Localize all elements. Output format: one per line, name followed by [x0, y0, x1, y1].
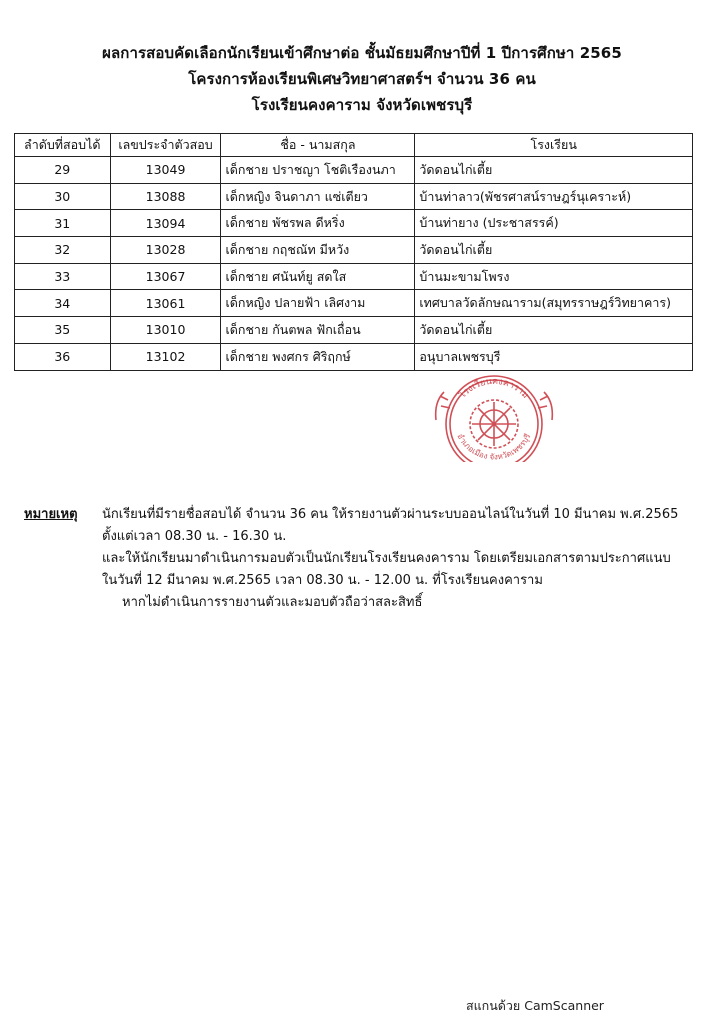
- remarks-label: หมายเหตุ: [24, 507, 78, 522]
- cell-school: วัดดอนไก่เตี้ย: [415, 317, 693, 344]
- table-row: [15, 157, 693, 184]
- remarks-body: [102, 504, 702, 614]
- table-row: [15, 210, 693, 237]
- cell-exam-id: 13088: [110, 183, 221, 210]
- cell-exam-id: 13067: [110, 263, 221, 290]
- table-row: [15, 183, 693, 210]
- cell-school: อนุบาลเพชรบุรี: [415, 343, 693, 370]
- cell-rank: 36: [15, 343, 111, 370]
- cell-school: บ้านท่าลาว(พัชรศาสน์ราษฎร์นุเคราะห์): [415, 183, 693, 210]
- remarks-line: และให้นักเรียนมาดำเนินการมอบตัวเป็นนักเรียนโรงเรียนคงคาราม โดยเตรียมเอกสารตามประกาศแนบ: [102, 551, 671, 566]
- table-header-row: [15, 134, 693, 157]
- table-row: [15, 263, 693, 290]
- column-header-school: โรงเรียน: [415, 134, 693, 157]
- cell-exam-id: 13049: [110, 157, 221, 184]
- cell-exam-id: 13028: [110, 237, 221, 264]
- cell-name: เด็กชาย กฤชณัท มีหวัง: [221, 237, 415, 264]
- cell-exam-id: 13094: [110, 210, 221, 237]
- seal-text-bottom: อำเภอเมือง จังหวัดเพชรบุรี: [455, 432, 533, 462]
- remarks-line: หากไม่ดำเนินการรายงานตัวและมอบตัวถือว่าสละสิทธิ์: [122, 595, 423, 610]
- column-header-rank: ลำดับที่สอบได้: [15, 134, 111, 157]
- cell-exam-id: 13061: [110, 290, 221, 317]
- column-header-exam-id: เลขประจำตัวสอบ: [110, 134, 221, 157]
- cell-rank: 35: [15, 317, 111, 344]
- title-line-3: โรงเรียนคงคาราม จังหวัดเพชรบุรี: [251, 96, 473, 114]
- results-table: [14, 133, 693, 371]
- seal-icon: [424, 362, 564, 462]
- cell-name: เด็กชาย ปราชญา โชติเรืองนภา: [221, 157, 415, 184]
- cell-school: วัดดอนไก่เตี้ย: [415, 157, 693, 184]
- document-header: [0, 40, 724, 118]
- cell-school: บ้านมะขามโพรง: [415, 263, 693, 290]
- cell-rank: 29: [15, 157, 111, 184]
- school-seal-stamp: [424, 362, 564, 462]
- cell-school: บ้านท่ายาง (ประชาสรรค์): [415, 210, 693, 237]
- scanner-watermark: สแกนด้วย CamScanner: [466, 998, 604, 1013]
- cell-rank: 33: [15, 263, 111, 290]
- cell-name: เด็กชาย ศนันท์ยู สดใส: [221, 263, 415, 290]
- cell-name: เด็กหญิง ปลายฟ้า เลิศงาม: [221, 290, 415, 317]
- cell-name: เด็กชาย พัชรพล ดีหริ่ง: [221, 210, 415, 237]
- seal-text-top: โรงเรียนคงคาราม: [457, 376, 531, 401]
- remarks-line: ตั้งแต่เวลา 08.30 น. - 16.30 น.: [102, 529, 287, 544]
- table-row: [15, 317, 693, 344]
- table-row: [15, 237, 693, 264]
- table-row: [15, 343, 693, 370]
- cell-school: เทศบาลวัดลักษณาราม(สมุทรราษฎร์วิทยาคาร): [415, 290, 693, 317]
- cell-exam-id: 13102: [110, 343, 221, 370]
- cell-rank: 34: [15, 290, 111, 317]
- cell-school: วัดดอนไก่เตี้ย: [415, 237, 693, 264]
- cell-name: เด็กชาย กันตพล ฟักเถื่อน: [221, 317, 415, 344]
- column-header-name: ชื่อ - นามสกุล: [221, 134, 415, 157]
- cell-exam-id: 13010: [110, 317, 221, 344]
- cell-name: เด็กหญิง จินดาภา แซ่เตียว: [221, 183, 415, 210]
- cell-rank: 32: [15, 237, 111, 264]
- title-line-1: ผลการสอบคัดเลือกนักเรียนเข้าศึกษาต่อ ชั้นมัธยมศึกษาปีที่ 1 ปีการศึกษา 2565: [102, 44, 622, 62]
- remarks-line: นักเรียนที่มีรายชื่อสอบได้ จำนวน 36 คน ให้รายงานตัวผ่านระบบออนไลน์ในวันที่ 10 มีนาคม พ.ศ.2565: [102, 507, 679, 522]
- title-line-2: โครงการห้องเรียนพิเศษวิทยาศาสตร์ฯ จำนวน 36 คน: [188, 70, 536, 88]
- svg-text:โรงเรียนคงคาราม: [457, 377, 530, 401]
- remarks-line: ในวันที่ 12 มีนาคม พ.ศ.2565 เวลา 08.30 น. - 12.00 น. ที่โรงเรียนคงคาราม: [102, 573, 543, 588]
- cell-rank: 30: [15, 183, 111, 210]
- table-row: [15, 290, 693, 317]
- cell-name: เด็กชาย พงศกร ศิริฤกษ์: [221, 343, 415, 370]
- cell-rank: 31: [15, 210, 111, 237]
